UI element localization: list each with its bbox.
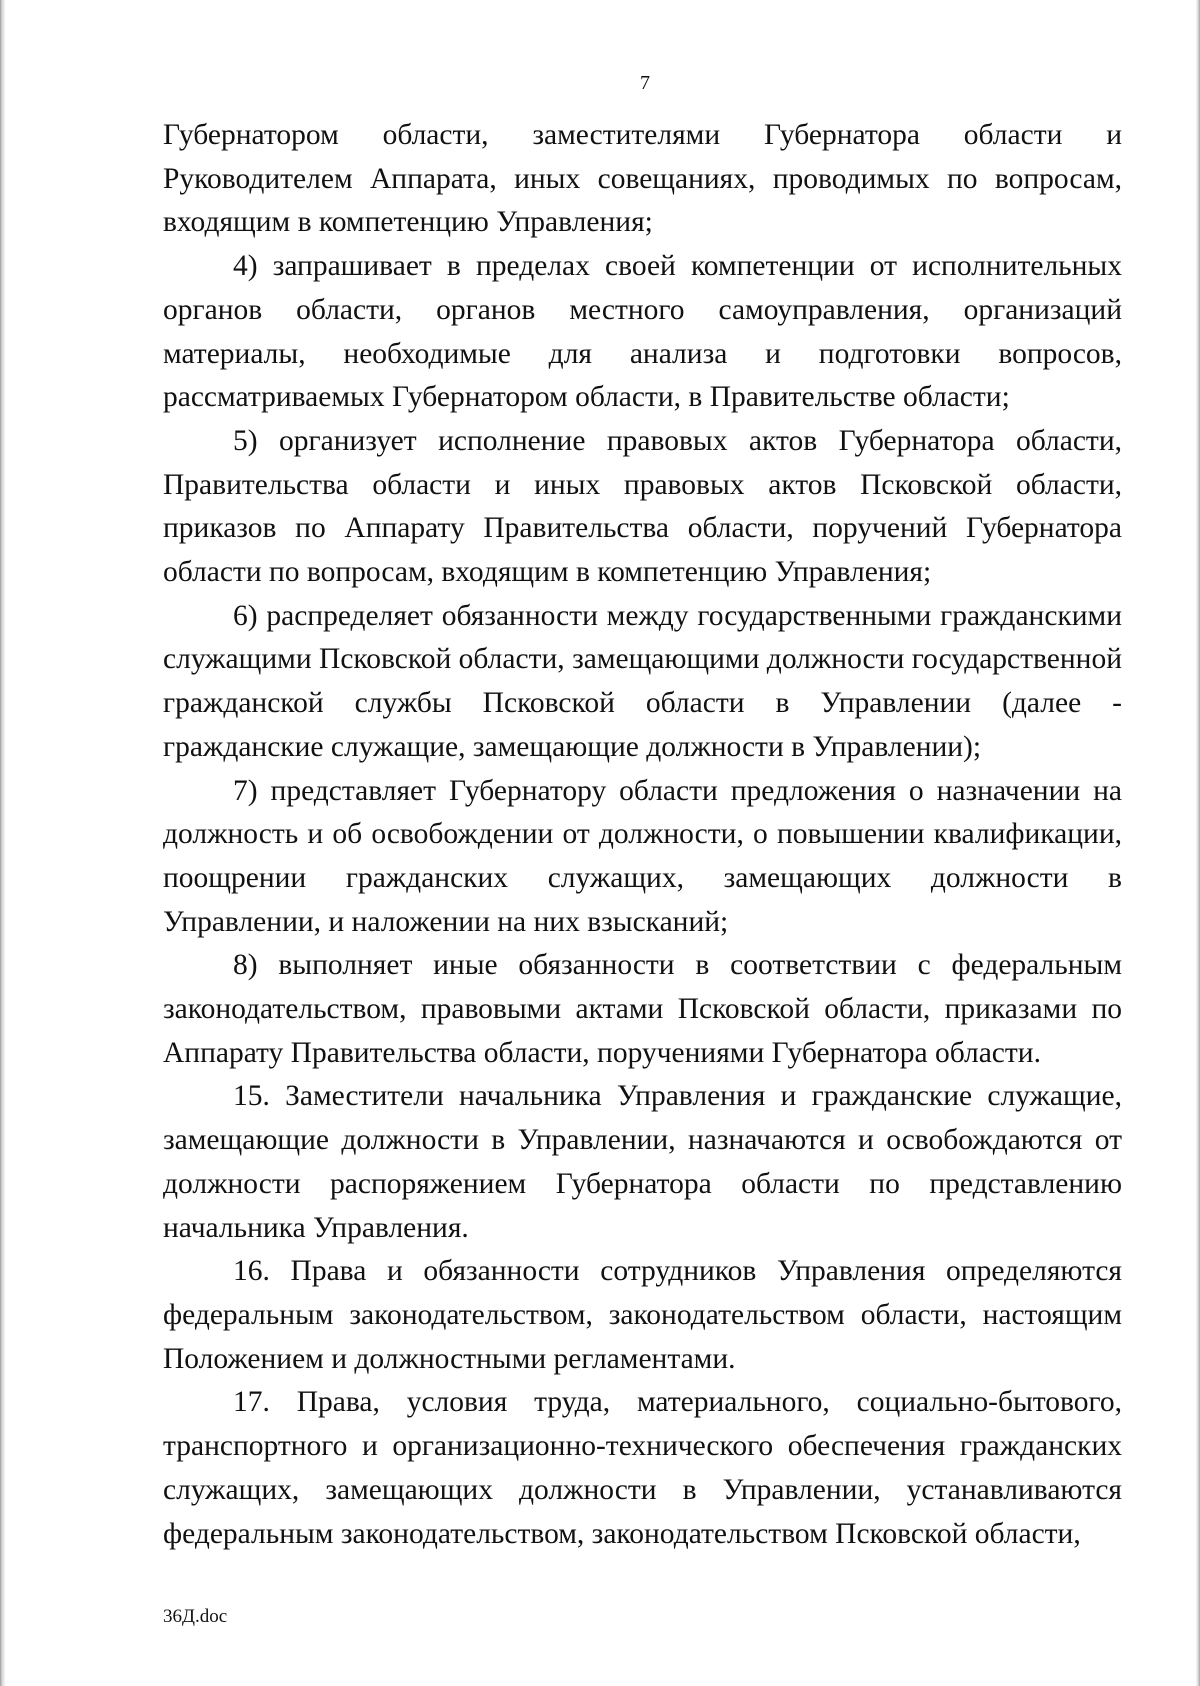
- paragraph-item-7: 7) представляет Губернатору области предложения о назначении на должность и об освобождении от должности, о повышении квалификации, поощрении гражданских служащих, замещающих должности в Управлении, и наложении на них взысканий;: [163, 774, 1122, 938]
- paragraph-item-4: 4) запрашивает в пределах своей компетенции от исполнительных органов области, органов местного самоуправления, организаций материалы, необходимые для анализа и подготовки вопросов, рассматриваемых Губернатором области, в Правительстве области;: [163, 250, 1122, 414]
- scan-edge-right: [1196, 0, 1200, 1686]
- paragraph-item-6: 6) распределяет обязанности между государственными гражданскими служащими Псковской области, замещающими должности государственной гражданской службы Псковской области в Управлении (далее - гражданские служащие, замещающие должности в Управлении);: [163, 599, 1122, 763]
- document-body: [163, 114, 1122, 1556]
- paragraph-section-16: 16. Права и обязанности сотрудников Управления определяются федеральным законодательством, законодательством области, настоящим Положением и должностными регламентами.: [163, 1255, 1122, 1375]
- footer-filename: 36Д.doc: [163, 1606, 228, 1627]
- page-number: 7: [640, 72, 650, 94]
- paragraph-item-5: 5) организует исполнение правовых актов Губернатора области, Правительства области и иных правовых актов Псковской области, приказов по Аппарату Правительства области, поручений Губернатора области по вопросам, входящим в компетенцию Управления;: [163, 424, 1122, 589]
- scan-edge-left: [0, 0, 5, 1686]
- paragraph-section-15: 15. Заместители начальника Управления и гражданские служащие, замещающие должности в Управлении, назначаются и освобождаются от должности распоряжением Губернатора области по представлению начальника Управления.: [163, 1080, 1122, 1244]
- paragraph-item-8: 8) выполняет иные обязанности в соответствии с федеральным законодательством, правовыми актами Псковской области, приказами по Аппарату Правительства области, поручениями Губернатора области.: [163, 949, 1122, 1069]
- paragraph-continuation: Губернатором области, заместителями Губернатора области и Руководителем Аппарата, иных совещаниях, проводимых по вопросам, входящим в компетенцию Управления;: [163, 119, 1122, 239]
- paragraph-section-17: 17. Права, условия труда, материального, социально-бытового, транспортного и организационно-технического обеспечения гражданских служащих, замещающих должности в Управлении, устанавливаются федеральным законодательством, законодательством Псковской области,: [163, 1386, 1122, 1550]
